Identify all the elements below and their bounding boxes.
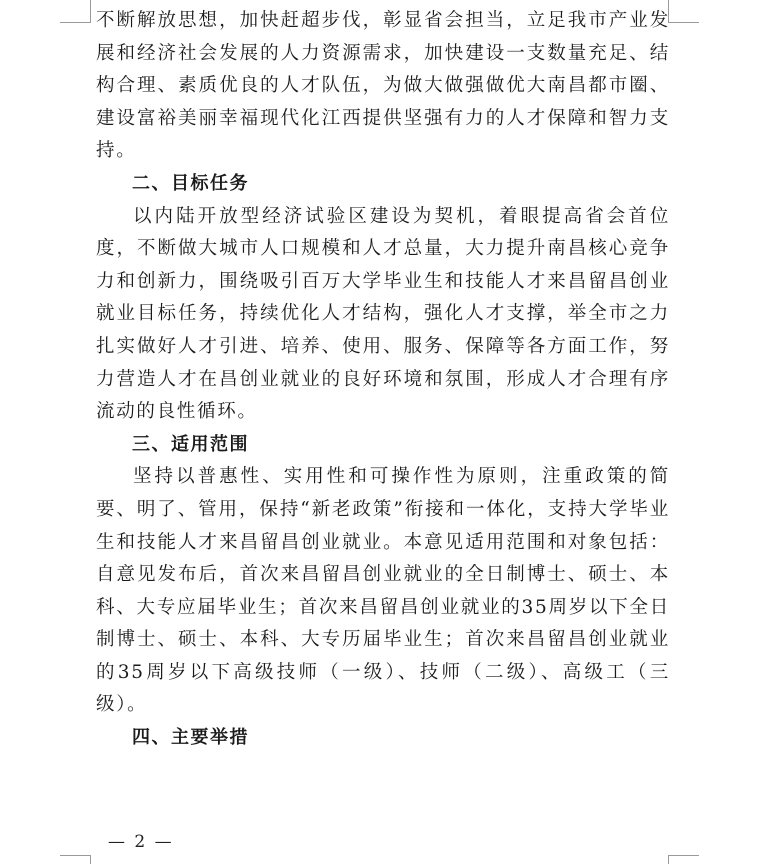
section-heading-scope: 三、适用范围 xyxy=(132,433,249,455)
crop-mark-bottom-right xyxy=(668,855,699,864)
intro-continuation-paragraph: 不断解放思想，加快赶超步伐，彰显省会担当，立足我市产业发展和经济社会发展的人力资源需求，加快建设一支数量充足、结构合理、素质优良的人才队伍，为做大做强做优大南昌都市圈、建设富裕美丽幸福现代化江西提供坚强有力的人才保障和智力支持。 xyxy=(96,10,670,162)
section-paragraph-goals: 以内陆开放型经济试验区建设为契机，着眼提高省会首位度，不断做大城市人口规模和人才总量，大力提升南昌核心竞争力和创新力，围绕吸引百万大学毕业生和技能人才来昌留昌创业就业目标任务，持续优化人才结构，强化人才支撑，举全市之力扎实做好人才引进、培养、使用、服务、保障等各方面工作，努力营造人才在昌创业就业的良好环境和氛围，形成人才合理有序流动的良性循环。 xyxy=(96,205,670,423)
crop-mark-bottom-left xyxy=(60,855,91,864)
page-number: — 2 — xyxy=(108,832,174,852)
section-paragraph-scope: 坚持以普惠性、实用性和可操作性为原则，注重政策的简要、明了、管用，保持“新老政策”衔接和一体化，支持大学毕业生和技能人才来昌留昌创业就业。本意见适用范围和对象包括：自意见发布后，首次来昌留昌创业就业的全日制博士、硕士、本科、大专应届毕业生；首次来昌留昌创业就业的35周岁以下全日制博士、硕士、本科、大专历届毕业生；首次来昌留昌创业就业的35周岁以下高级技师（一级）、技师（二级）、高级工（三级）。 xyxy=(96,466,670,716)
document-body xyxy=(96,5,670,755)
crop-mark-top-right xyxy=(668,0,699,23)
section-heading-measures: 四、主要举措 xyxy=(132,727,249,749)
crop-mark-top-left xyxy=(60,0,91,23)
section-heading-goals: 二、目标任务 xyxy=(132,172,249,194)
